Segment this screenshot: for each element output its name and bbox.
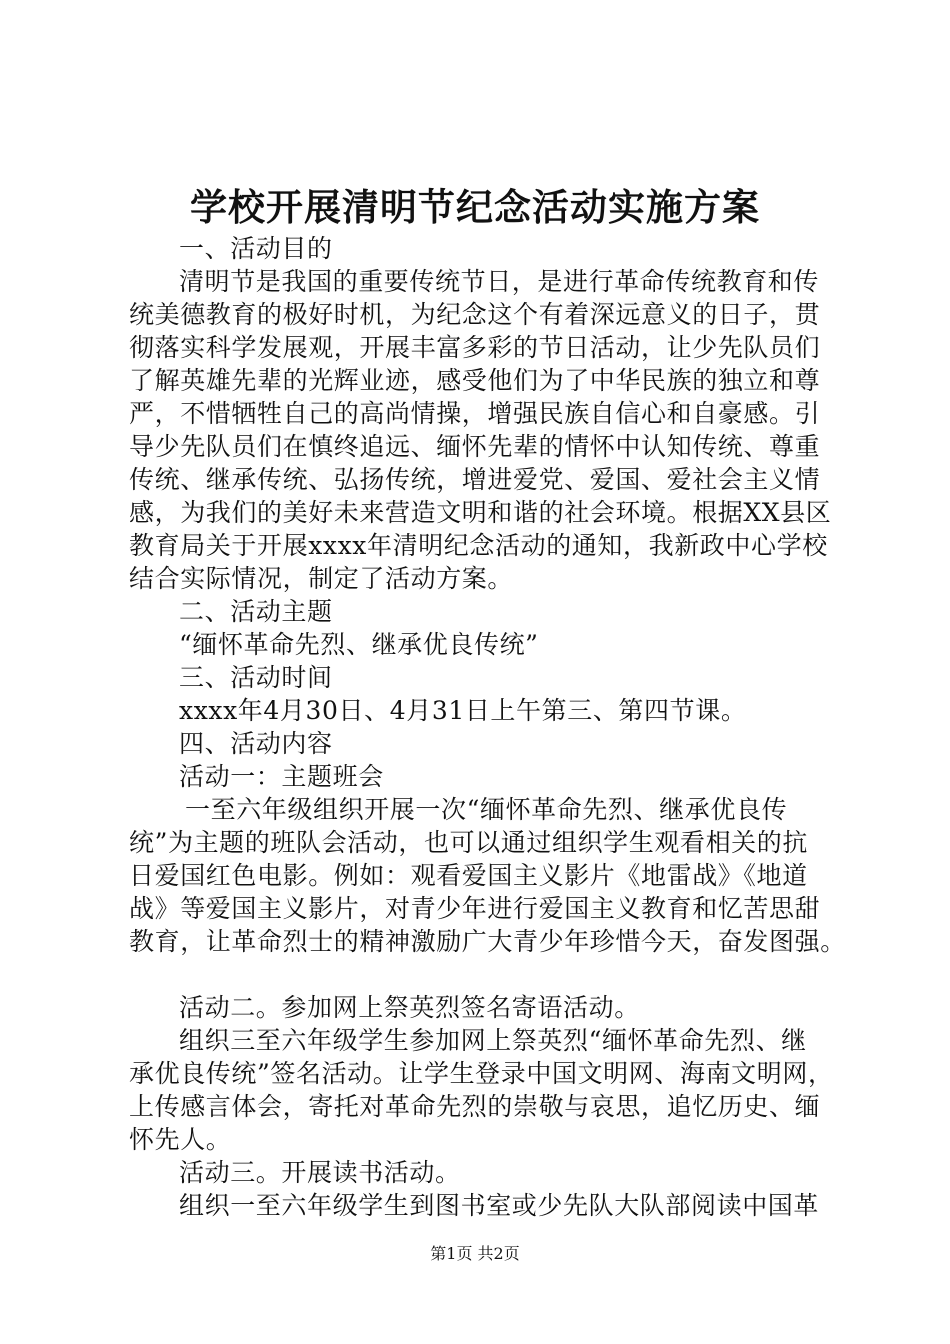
body-line: 彻落实科学发展观，开展丰富多彩的节日活动，让少先队员们 bbox=[129, 333, 821, 362]
body-line: 严，不惜牺牲自己的高尚情操，增强民族自信心和自豪感。引 bbox=[129, 399, 821, 428]
body-line: 教育局关于开展xxxx年清明纪念活动的通知，我新政中心学校 bbox=[129, 531, 828, 560]
body-line: 导少先队员们在慎终追远、缅怀先辈的情怀中认知传统、尊重 bbox=[129, 432, 821, 461]
body-line: 统”为主题的班队会活动，也可以通过组织学生观看相关的抗 bbox=[129, 828, 808, 857]
body-line: 二、活动主题 bbox=[179, 597, 333, 626]
body-line: 传统、继承传统、弘扬传统，增进爱党、爱国、爱社会主义情 bbox=[129, 465, 821, 494]
body-line: 三、活动时间 bbox=[179, 663, 333, 692]
body-line: 组织一至六年级学生到图书室或少先队大队部阅读中国革 bbox=[179, 1191, 820, 1220]
body-line: 四、活动内容 bbox=[179, 729, 333, 758]
body-line: 教育，让革命烈士的精神激励广大青少年珍惜今天，奋发图强。 bbox=[129, 927, 846, 956]
body-line bbox=[129, 958, 849, 991]
body-line: 日爱国红色电影。例如：观看爱国主义影片《地雷战》《地道 bbox=[129, 861, 808, 890]
document-title: 学校开展清明节纪念活动实施方案 bbox=[190, 185, 760, 229]
body-line: 组织三至六年级学生参加网上祭英烈“缅怀革命先烈、继 bbox=[179, 1026, 807, 1055]
body-line: 感，为我们的美好未来营造文明和谐的社会环境。根据XX县区 bbox=[129, 498, 832, 527]
body-line: xxxx年4月30日、4月31日上午第三、第四节课。 bbox=[179, 696, 747, 725]
body-line: 活动三。开展读书活动。 bbox=[179, 1158, 461, 1187]
body-line: 一、活动目的 bbox=[179, 234, 333, 263]
body-line: 统美德教育的极好时机，为纪念这个有着深远意义的日子，贯 bbox=[129, 300, 821, 329]
body-line: 上传感言体会，寄托对革命先烈的崇敬与哀思，追忆历史、缅 bbox=[129, 1092, 821, 1121]
body-line: 结合实际情况，制定了活动方案。 bbox=[129, 564, 514, 593]
body-line: 一至六年级组织开展一次“缅怀革命先烈、继承优良传 bbox=[185, 795, 788, 824]
body-line: 清明节是我国的重要传统节日，是进行革命传统教育和传 bbox=[179, 267, 820, 296]
document-body bbox=[129, 232, 849, 1222]
page-footer: 第1页 共2页 bbox=[430, 1244, 520, 1263]
body-line: 活动二。参加网上祭英烈签名寄语活动。 bbox=[179, 993, 640, 1022]
body-line: 承优良传统”签名活动。让学生登录中国文明网、海南文明网， bbox=[129, 1059, 834, 1088]
body-line: 战》等爱国主义影片，对青少年进行爱国主义教育和忆苦思甜 bbox=[129, 894, 821, 923]
body-line: “缅怀革命先烈、继承优良传统” bbox=[179, 630, 539, 659]
body-line: 了解英雄先辈的光辉业迹，感受他们为了中华民族的独立和尊 bbox=[129, 366, 821, 395]
body-line: 活动一：主题班会 bbox=[179, 762, 384, 791]
body-line: 怀先人。 bbox=[129, 1125, 232, 1154]
